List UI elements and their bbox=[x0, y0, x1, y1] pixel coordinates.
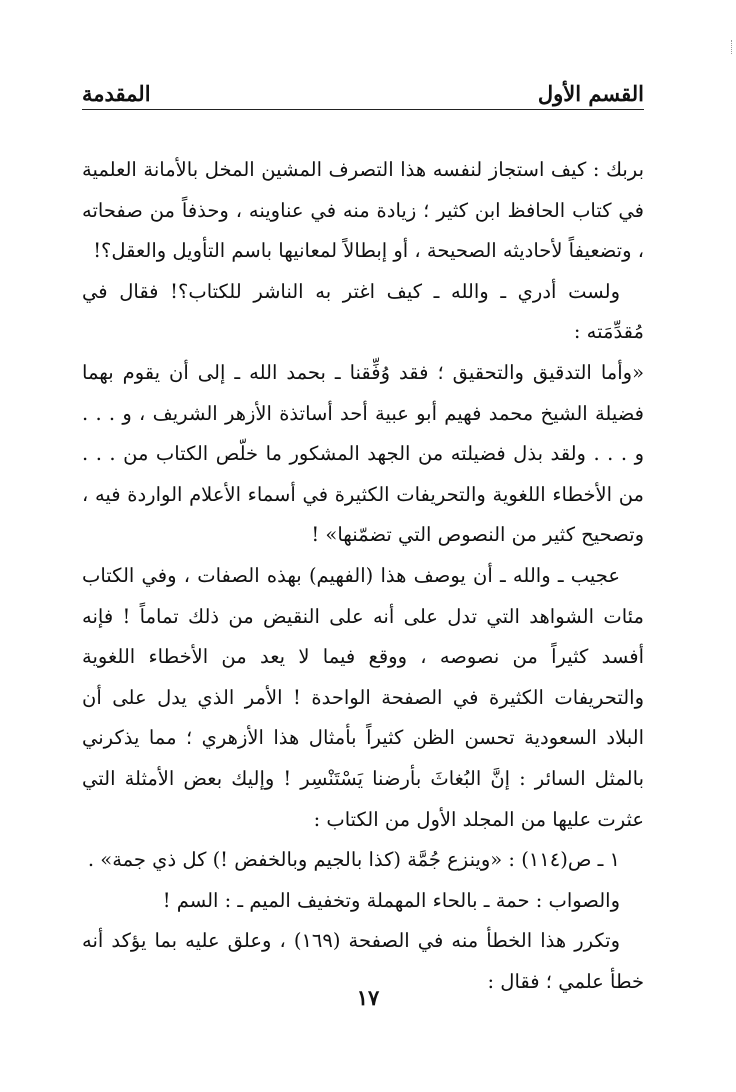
page-edge-mark bbox=[727, 40, 732, 54]
section-title: القسم الأول bbox=[537, 81, 644, 106]
running-header bbox=[82, 72, 644, 106]
example-item-1: ١ ـ ص(١١٤) : «وينزع جُمَّة (كذا بالجيم وبالخفض !) كل ذي جمة» . bbox=[87, 848, 620, 872]
page-number: ١٧ bbox=[356, 985, 380, 1010]
paragraph-2: ولست أدري ـ والله ـ كيف اغتر به الناشر للكتاب؟! فقال في مُقدِّمَته : bbox=[82, 279, 644, 344]
correction-note: والصواب : حمة ـ بالحاء المهملة وتخفيف الميم ـ : السم ! bbox=[162, 888, 620, 912]
body-text bbox=[82, 150, 644, 1002]
header-divider bbox=[82, 109, 644, 110]
paragraph-7: وتكرر هذا الخطأ منه في الصفحة (١٦٩) ، وعلق عليه بما يؤكد أنه خطأ علمي ؛ فقال : bbox=[82, 929, 644, 993]
chapter-title: المقدمة bbox=[82, 81, 151, 106]
quotation-paragraph: «وأما التدقيق والتحقيق ؛ فقد وُفِّقنا ـ بحمد الله ـ إلى أن يقوم بهما فضيلة الشيخ محمد فهيم أبو عبية أحد أساتذة الأزهر الشريف ، و . . . و . . . ولقد بذل فضيلته من الجهد المشكور ما خلّص الكتاب من . . . من الأخطاء اللغوية والتحريفات الكثيرة في أسماء الأعلام الواردة فيه ، وتصحيح كثير من النصوص التي تضمّنها» ! bbox=[82, 360, 644, 547]
paragraph-4: عجيب ـ والله ـ أن يوصف هذا (الفهيم) بهذه الصفات ، وفي الكتاب مئات الشواهد التي تدل على أنه على النقيض من ذلك تماماً ! فإنه أفسد كثيراً من نصوصه ، ووقع فيما لا يعد من الأخطاء اللغوية والتحريفات الكثيرة في الصفحة الواحدة ! الأمر الذي يدل على أن البلاد السعودية تحسن الظن كثيراً بأمثال هذا الأزهري ؛ مما يذكرني بالمثل السائر : إنَّ البُغاثَ بأرضنا يَسْتَنْسِر ! وإليك بعض الأمثلة التي عثرت عليها من المجلد الأول من الكتاب : bbox=[82, 563, 644, 831]
paragraph-1: بربك : كيف استجاز لنفسه هذا التصرف المشين المخل بالأمانة العلمية في كتاب الحافظ ابن كثير ؛ زيادة منه في عناوينه ، وحذفاً من صفحاته ، وتضعيفاً لأحاديثه الصحيحة ، أو إبطالاً لمعانيها باسم التأويل والعقل؟! bbox=[82, 158, 644, 263]
